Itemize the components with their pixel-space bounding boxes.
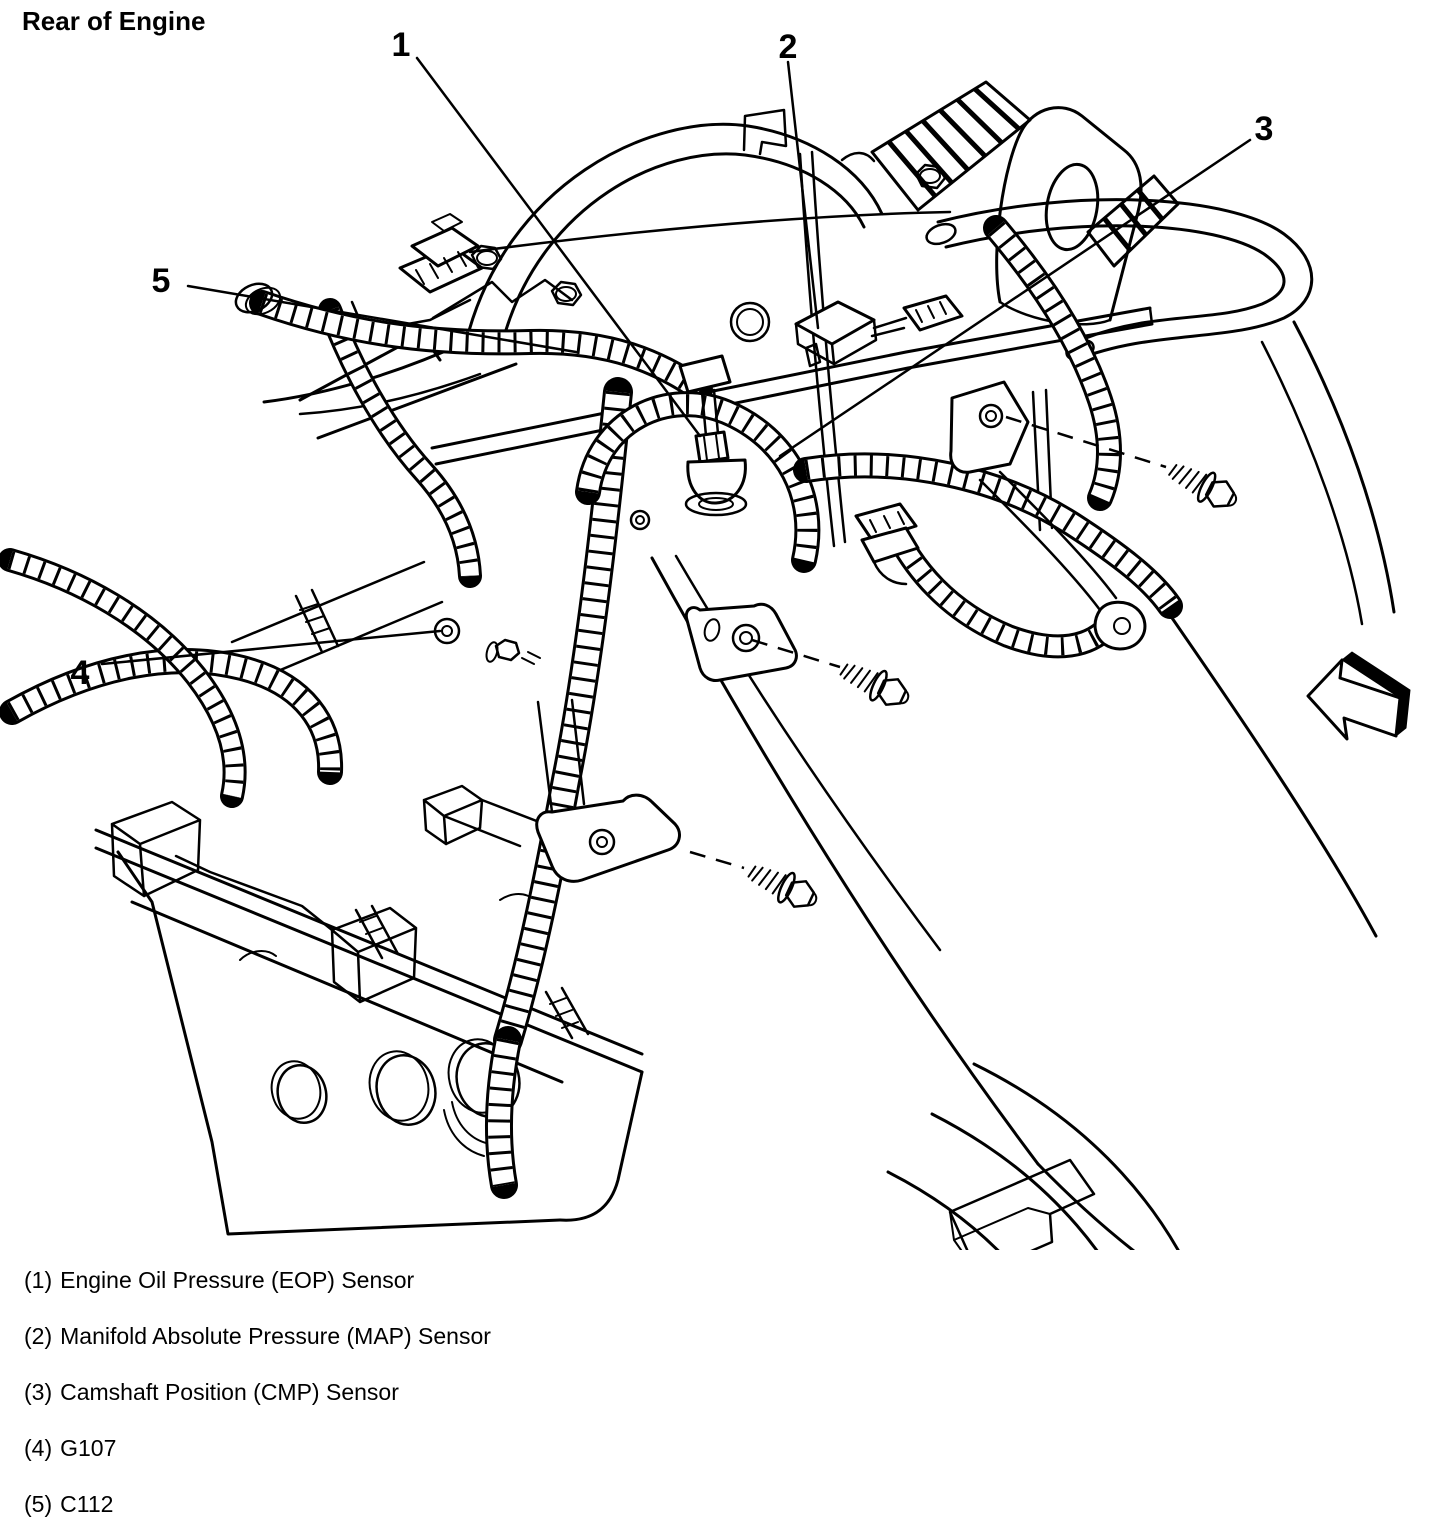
legend-item-label: G107 (60, 1434, 117, 1461)
legend-item-label: Camshaft Position (CMP) Sensor (60, 1378, 399, 1405)
legend-item-label: Engine Oil Pressure (EOP) Sensor (60, 1266, 415, 1293)
direction-arrow-icon (1308, 652, 1410, 739)
map-sensor (796, 296, 962, 366)
legend-item-5 (24, 1476, 924, 1528)
callout-number: 1 (391, 26, 411, 64)
c112-connector (231, 214, 482, 319)
callout-number: 4 (70, 654, 90, 692)
legend-item-3 (24, 1364, 924, 1420)
legend-item-ref: (2) (24, 1322, 53, 1349)
legend-item-4 (24, 1420, 924, 1476)
left-bracket (232, 302, 516, 682)
transmission-arcs (888, 1064, 1250, 1250)
callout-2 (779, 28, 818, 328)
legend-item-ref: (4) (24, 1434, 53, 1461)
legend-item-ref: (1) (24, 1266, 53, 1293)
leader-line (788, 62, 818, 328)
harness-bracket-upper (686, 604, 796, 680)
legend-item-label: C112 (60, 1490, 114, 1517)
legend-item-ref: (3) (24, 1378, 53, 1405)
legend-item-label: Manifold Absolute Pressure (MAP) Sensor (60, 1322, 491, 1349)
fin-bracket (872, 82, 1030, 210)
callout-number: 3 (1254, 110, 1274, 148)
legend (24, 1252, 924, 1528)
legend-item-1 (24, 1252, 924, 1308)
ground-g107 (435, 619, 540, 664)
page-title: Rear of Engine (22, 6, 206, 36)
callout-number: 5 (151, 262, 171, 300)
legend-item-ref: (5) (24, 1490, 53, 1517)
wiring-harness (10, 228, 1170, 1185)
eop-sensor (680, 356, 746, 515)
callout-number: 2 (778, 28, 798, 66)
legend-item-2 (24, 1308, 924, 1364)
